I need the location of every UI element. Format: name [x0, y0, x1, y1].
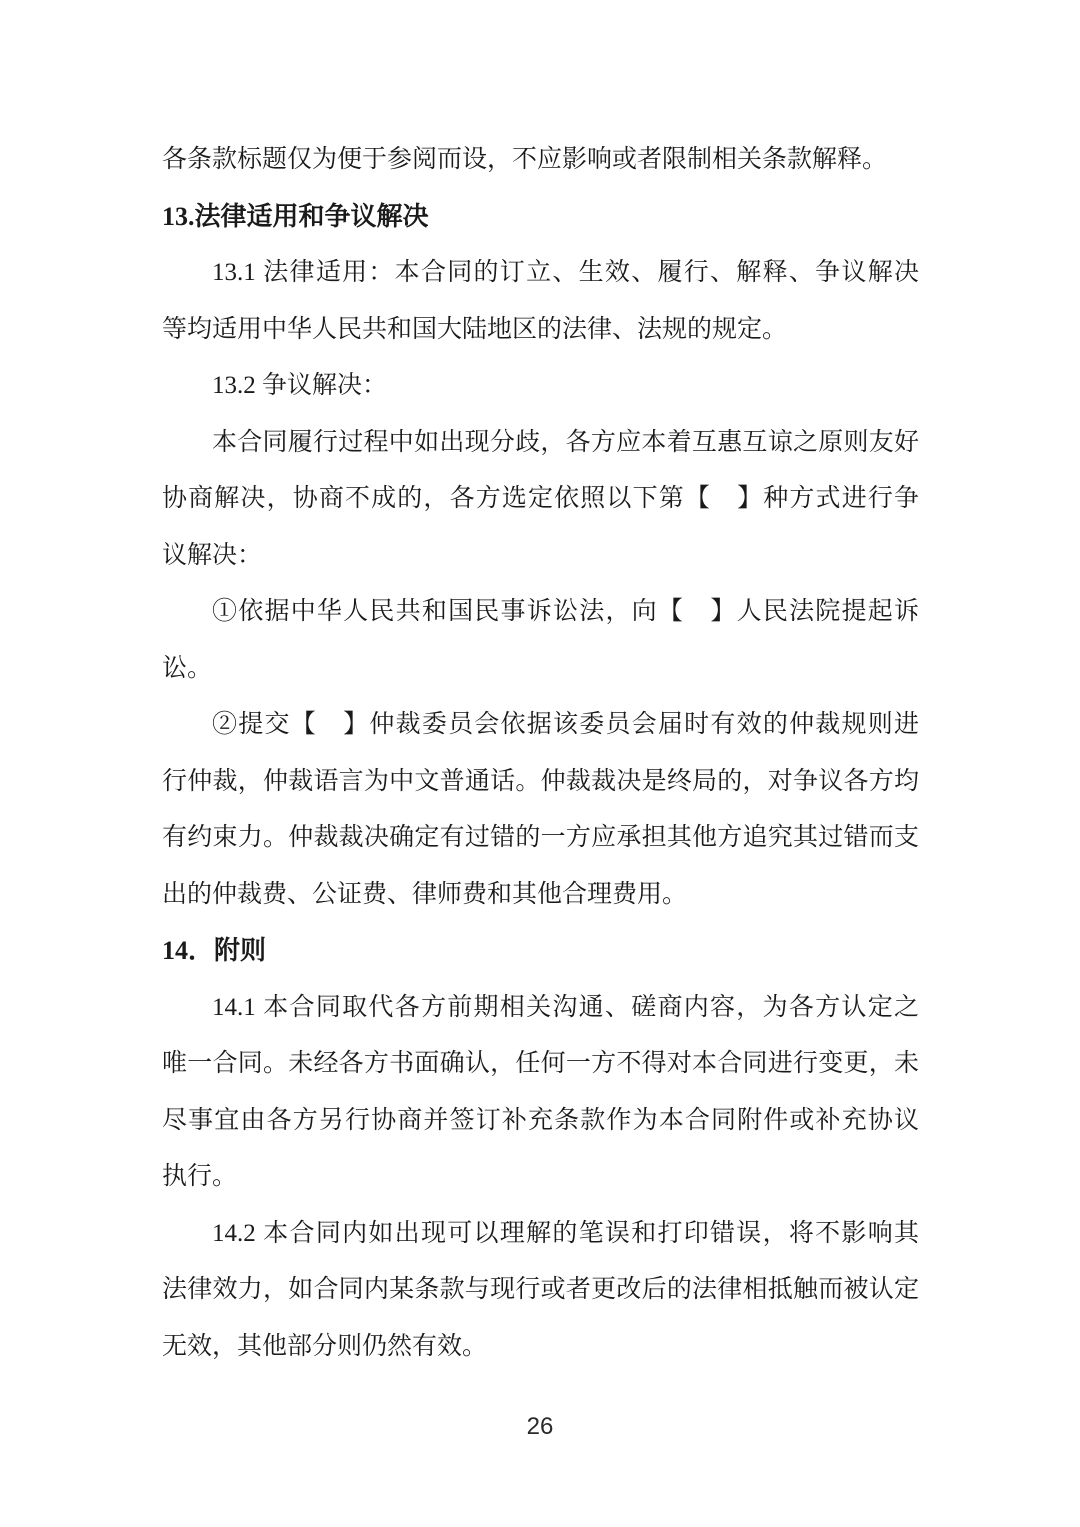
clause-14-2-line: 法律效力，如合同内某条款与现行或者更改后的法律相抵触而被认定 — [162, 1276, 919, 1303]
clause-14-2-line: 14.2 本合同内如出现可以理解的笔误和打印错误，将不影响其 — [212, 1219, 919, 1247]
clause-13-2-line: 协商解决，协商不成的，各方选定依照以下第【 】种方式进行争 — [162, 485, 919, 512]
option-1-litigation-line: ①依据中华人民共和国民事诉讼法，向【 】人民法院提起诉 — [212, 598, 919, 625]
clause-14-2-line: 无效，其他部分则仍然有效。 — [162, 1332, 488, 1360]
option-2-arbitration-line: ②提交【 】仲裁委员会依据该委员会届时有效的仲裁规则进 — [212, 711, 919, 738]
clause-14-1-line: 唯一合同。未经各方书面确认，任何一方不得对本合同进行变更，未 — [162, 1050, 919, 1077]
clause-13-1-line: 13.1 法律适用：本合同的订立、生效、履行、解释、争议解决 — [212, 259, 919, 286]
option-2-arbitration-line: 有约束力。仲裁裁决确定有过错的一方应承担其他方追究其过错而支 — [162, 824, 919, 851]
option-1-litigation-line: 讼。 — [162, 654, 213, 682]
option-2-arbitration-line: 行仲裁，仲裁语言为中文普通话。仲裁裁决是终局的，对争议各方均 — [162, 767, 919, 795]
option-2-arbitration-line: 出的仲裁费、公证费、律师费和其他合理费用。 — [162, 880, 688, 908]
page-number: 26 — [526, 1413, 554, 1440]
clause-14-1-line: 14.1 本合同取代各方前期相关沟通、磋商内容，为各方认定之 — [212, 993, 919, 1021]
heading-clause-14: 14．附则 — [162, 936, 267, 965]
clause-13-1-line: 等均适用中华人民共和国大陆地区的法律、法规的规定。 — [162, 315, 788, 343]
paragraph-continuation-line: 各条款标题仅为便于参阅而设，不应影响或者限制相关条款解释。 — [162, 146, 888, 173]
clause-13-2-line: 议解决： — [162, 541, 263, 569]
clause-13-2-heading-line: 13.2 争议解决： — [212, 372, 388, 399]
clause-13-2-line: 本合同履行过程中如出现分歧，各方应本着互惠互谅之原则友好 — [212, 428, 919, 456]
contract-text-block — [162, 132, 919, 1375]
clause-14-1-line: 尽事宜由各方另行协商并签订补充条款作为本合同附件或补充协议 — [162, 1106, 919, 1134]
heading-clause-13: 13.法律适用和争议解决 — [162, 201, 429, 231]
clause-14-1-line: 执行。 — [162, 1163, 238, 1190]
